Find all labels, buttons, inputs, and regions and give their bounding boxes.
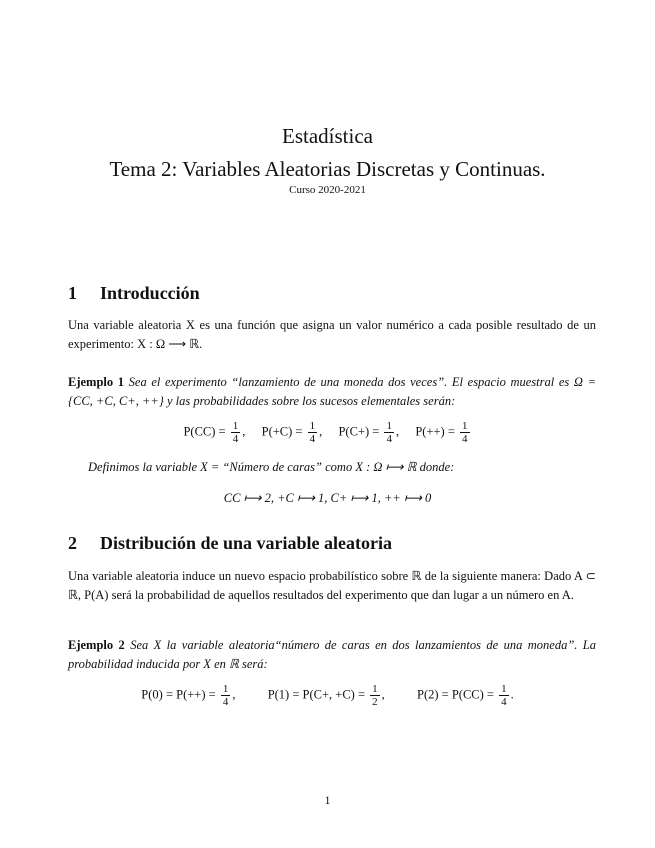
example-label: Ejemplo 2 [68,638,125,652]
probabilities-example-1 [0,420,655,445]
denominator: 4 [309,433,316,445]
numerator: 1 [501,683,507,695]
separator: , [232,687,236,702]
prob-lhs: P(1) = P(C+, +C) = [267,687,365,702]
fraction [221,683,231,708]
prob-lhs: P(0) = P(++) = [141,687,216,702]
denominator: 4 [462,433,468,445]
prob-plus-c [262,420,323,445]
separator: . [510,687,514,702]
course-label: Curso 2020-2021 [289,184,366,196]
section-1-intro: Una variable aleatoria X es una función que asigna un valor numérico a cada posible resultado de un experimento: X : Ω ⟶ ℝ. [68,318,596,351]
numerator: 1 [372,683,378,695]
numerator: 1 [462,420,468,432]
fraction [460,420,470,445]
fraction [231,420,241,445]
prob-lhs: P(+C) = [261,424,303,439]
separator: , [395,424,400,439]
prob-plus-plus [415,420,471,445]
section-title: Introducción [100,283,200,303]
variable-mapping: CC ⟼ 2, +C ⟼ 1, C+ ⟼ 1, ++ ⟼ 0 [223,491,432,505]
numerator: 1 [386,420,392,432]
section-heading-1 [68,283,200,304]
example-text: Sea X la variable aleatoria“número de caras en dos lanzamientos de una moneda”. La probabilidad inducida por X en ℝ será: [68,638,597,671]
denominator: 4 [222,696,229,708]
document-subtitle: Tema 2: Variables Aleatorias Discretas y Continuas. [109,157,546,181]
prob-two [417,683,514,708]
section-2-intro: Una variable aleatoria induce un nuevo espacio probabilístico sobre ℝ de la siguiente manera: Dado A ⊂ ℝ, P(A) será la probabilidad de aquellos resultados del experimento que dan lugar a un número en A. [68,569,596,602]
numerator: 1 [222,683,229,695]
denominator: 4 [501,696,507,708]
section-number: 1 [68,283,77,303]
probabilities-example-2 [0,683,655,708]
variable-definition: Definimos la variable X = “Número de caras” como X : Ω ⟼ ℝ donde: [88,460,455,474]
section-number: 2 [68,533,77,553]
fraction [384,420,394,445]
denominator: 4 [386,433,392,445]
separator: , [319,424,323,439]
denominator: 2 [372,696,378,708]
example-1 [68,373,596,411]
numerator: 1 [232,420,239,432]
numerator: 1 [309,420,316,432]
separator: , [242,424,246,439]
fraction [370,683,380,708]
prob-cc [183,420,245,445]
document-title: Estadística [282,124,373,148]
example-label: Ejemplo 1 [68,375,125,389]
prob-c-plus [338,420,399,445]
separator: , [381,687,385,702]
prob-lhs: P(C+) = [338,424,380,439]
section-heading-2 [68,533,392,554]
prob-lhs: P(2) = P(CC) = [417,687,494,702]
prob-lhs: P(++) = [415,424,455,439]
example-text: Sea el experimento “lanzamiento de una moneda dos veces”. El espacio muestral es Ω = {CC, +C, C+, ++} y las probabilidades sobre los sucesos elementales serán: [68,375,597,408]
fraction [499,683,509,708]
prob-one [268,683,385,708]
denominator: 4 [232,433,239,445]
page-number: 1 [324,793,331,807]
section-title: Distribución de una variable aleatoria [100,533,392,553]
prob-lhs: P(CC) = [183,424,226,439]
prob-zero [141,683,235,708]
fraction [308,420,318,445]
example-2 [68,636,596,674]
